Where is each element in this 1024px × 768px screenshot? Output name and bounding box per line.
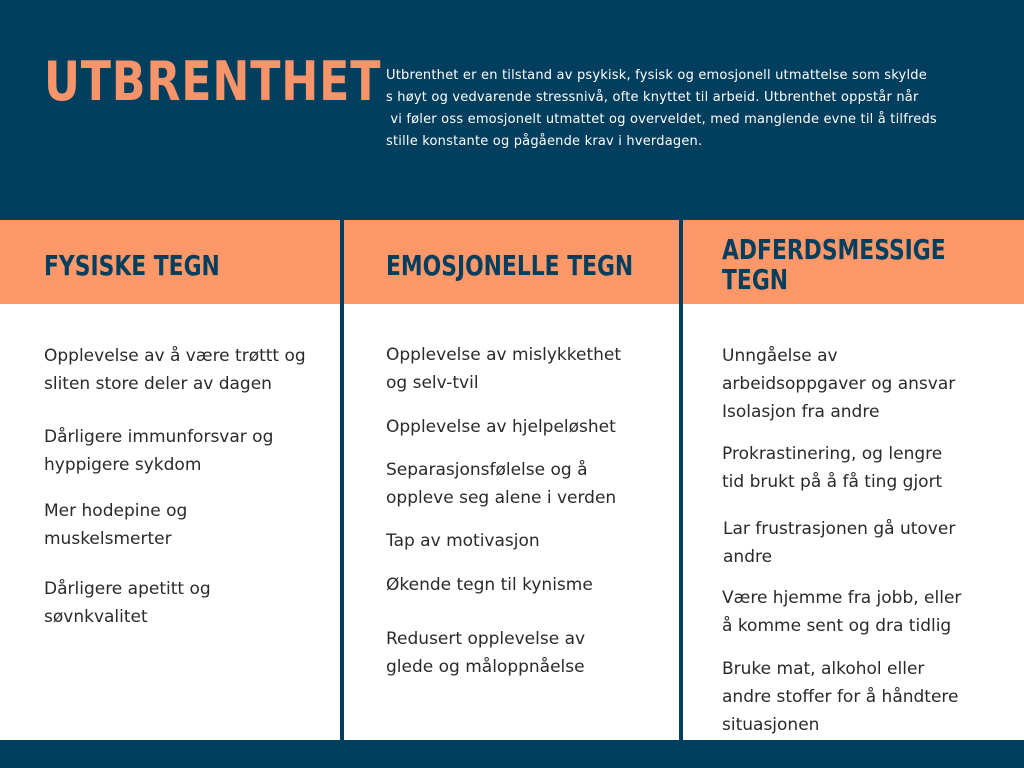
item-line: situasjonen [722, 715, 820, 735]
list-item [44, 342, 306, 398]
column-heading-emotional [386, 251, 633, 281]
list-item [44, 575, 211, 631]
item-line: Redusert opplevelse av [386, 629, 586, 649]
list-item [723, 515, 955, 571]
intro-line: vi føler oss emosjonelt utmattet og overveldet, med manglende evne til å tilfreds [386, 112, 937, 127]
item-line: andre [723, 547, 773, 567]
list-item [722, 440, 942, 496]
item-line: Være hjemme fra jobb, eller [722, 588, 962, 608]
item-line: sliten store deler av dagen [44, 374, 272, 394]
item-line: Mer hodepine og [44, 501, 188, 521]
item-line: Dårligere apetitt og [44, 579, 211, 599]
heading-line: EMOSJONELLE TEGN [386, 249, 634, 282]
item-line: Opplevelse av å være trøttt og [44, 346, 306, 366]
item-line: Bruke mat, alkohol eller [722, 659, 925, 679]
item-line: Separasjonsfølelse og å [386, 460, 588, 480]
intro-line: Utbrenthet er en tilstand av psykisk, fysisk og emosjonell utmattelse som skylde [386, 68, 927, 83]
list-item [386, 571, 593, 599]
intro-line: s høyt og vedvarende stressnivå, ofte knyttet til arbeid. Utbrenthet oppstår når [386, 90, 919, 105]
intro-paragraph [386, 65, 976, 153]
item-line: Tap av motivasjon [386, 531, 540, 551]
list-item [386, 341, 621, 397]
list-item [386, 527, 540, 555]
item-line: hyppigere sykdom [44, 455, 202, 475]
list-item [386, 625, 585, 681]
list-item [44, 497, 187, 553]
item-line: Lar frustrasjonen gå utover [723, 519, 956, 539]
footer-band [0, 740, 1024, 768]
item-line: Økende tegn til kynisme [386, 575, 593, 595]
item-line: å komme sent og dra tidlig [722, 616, 952, 636]
page-title: UTBRENTHET [44, 50, 382, 113]
list-item [44, 423, 273, 479]
item-line: arbeidsoppgaver og ansvar [722, 374, 956, 394]
list-item [722, 342, 955, 426]
heading-line: TEGN [722, 263, 789, 296]
item-line: andre stoffer for å håndtere [722, 687, 959, 707]
item-line: Opplevelse av hjelpeløshet [386, 417, 616, 437]
list-item [722, 655, 959, 739]
item-line: Prokrastinering, og lengre [722, 444, 943, 464]
column-divider [340, 220, 344, 740]
item-line: oppleve seg alene i verden [386, 488, 617, 508]
item-line: Opplevelse av mislykkethet [386, 345, 622, 365]
column-divider [679, 220, 683, 740]
heading-line: FYSISKE TEGN [44, 249, 220, 282]
heading-line: ADFERDSMESSIGE [722, 233, 946, 266]
item-line: Unngåelse av [722, 346, 838, 366]
item-line: søvnkvalitet [44, 607, 148, 627]
column-heading-behavioral [722, 235, 946, 295]
intro-line: stille konstante og pågående krav i hverdagen. [386, 134, 703, 149]
list-item [386, 456, 616, 512]
item-line: tid brukt på å få ting gjort [722, 472, 943, 492]
item-line: glede og måloppnåelse [386, 657, 585, 677]
column-heading-physical [44, 251, 220, 281]
item-line: Dårligere immunforsvar og [44, 427, 274, 447]
item-line: Isolasjon fra andre [722, 402, 880, 422]
list-item [386, 413, 616, 441]
item-line: og selv-tvil [386, 373, 479, 393]
list-item [722, 584, 961, 640]
item-line: muskelsmerter [44, 529, 172, 549]
